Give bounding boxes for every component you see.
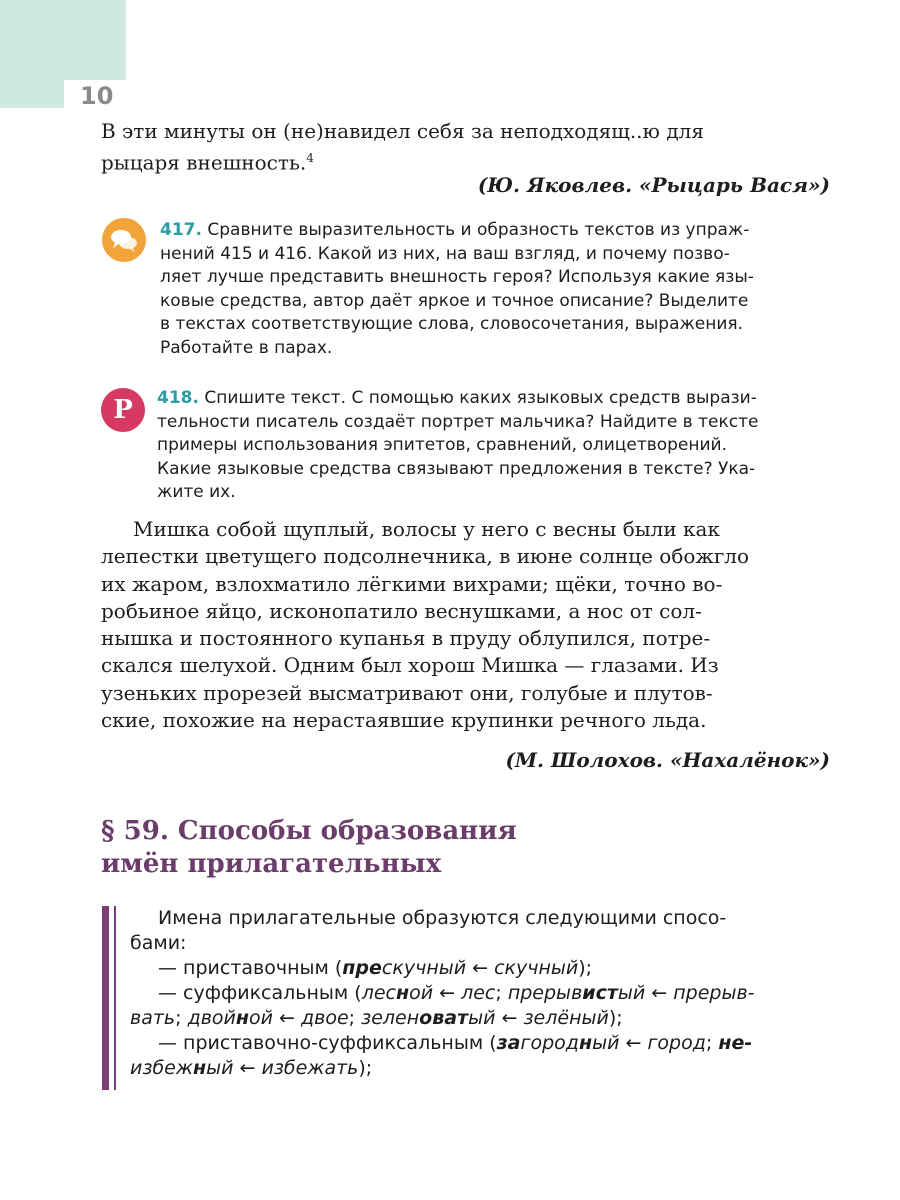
task-number: 417. bbox=[160, 220, 202, 240]
rule-line-prefix-suffix-cont bbox=[130, 1056, 831, 1081]
excerpt-yakovlev bbox=[101, 118, 831, 177]
rule-line: Имена прилагательные образуются следующими спосо- bbox=[158, 907, 727, 929]
morpheme-suffix: н bbox=[235, 1007, 250, 1029]
task-text: Сравните выразительность и образность текстов из упраж- bbox=[207, 220, 750, 240]
rule-line-suffix bbox=[130, 981, 831, 1006]
derivation-arrow: ← bbox=[233, 1057, 262, 1079]
rule-line-prefix bbox=[130, 956, 831, 981]
word-fragment: зелен bbox=[361, 1007, 420, 1029]
excerpt-source: (Ю. Яковлев. «Рыцарь Вася») bbox=[477, 173, 830, 197]
task-line: ляет лучше представить внешность героя? Используя какие язы- bbox=[160, 267, 754, 287]
morpheme-suffix: ист bbox=[582, 982, 618, 1004]
excerpt-line: Мишка собой щуплый, волосы у него с весны были как bbox=[133, 517, 720, 541]
task-number: 418. bbox=[157, 388, 199, 408]
corner-tab-decoration bbox=[0, 0, 126, 80]
morpheme-suffix: н bbox=[578, 1032, 593, 1054]
section-heading-line: § 59. Способы образования bbox=[101, 816, 517, 846]
r-badge-letter: Р bbox=[113, 395, 133, 425]
word-fragment: ый bbox=[468, 1007, 496, 1029]
section-heading-line: имён прилагательных bbox=[101, 849, 442, 879]
morpheme-prefix: за bbox=[496, 1032, 521, 1054]
word-fragment: ой bbox=[249, 1007, 273, 1029]
word-fragment: город bbox=[520, 1032, 579, 1054]
excerpt-line: ские, похожие на нерастаявшие крупинки речного льда. bbox=[101, 708, 707, 733]
derivation-arrow: ← bbox=[495, 1007, 524, 1029]
word-fragment: лес bbox=[361, 982, 396, 1004]
rule-fragment: — приставочно-суффиксальным ( bbox=[158, 1032, 497, 1054]
morpheme-suffix: н bbox=[192, 1057, 207, 1079]
task-line: Какие языковые средства связывают предложения в тексте? Ука- bbox=[157, 458, 756, 479]
task-418 bbox=[157, 387, 830, 505]
derivation-arrow: ← bbox=[466, 957, 495, 979]
section-heading bbox=[101, 815, 517, 881]
excerpt-sholokhov bbox=[101, 516, 831, 734]
task-line: нений 415 и 416. Какой из них, на ваш взгляд, и почему позво- bbox=[160, 243, 730, 264]
rule-fragment: ; bbox=[495, 982, 508, 1004]
excerpt-line: робьиное яйцо, исконопатило веснушками, а нос от сол- bbox=[101, 598, 702, 623]
morpheme-suffix: н bbox=[395, 982, 410, 1004]
derivation-arrow: ← bbox=[273, 1007, 301, 1029]
source-word: зелёный bbox=[523, 1007, 609, 1029]
page-number-tab bbox=[0, 80, 64, 108]
word-fragment: ый bbox=[206, 1057, 234, 1079]
excerpt-line-text: рыцаря внешность. bbox=[101, 150, 307, 175]
excerpt-line: их жаром, взлохматило лёгкими вихрами; щёки, точно во- bbox=[101, 571, 723, 596]
rule-text bbox=[130, 906, 831, 1081]
rule-fragment: ; bbox=[705, 1032, 719, 1054]
rule-line: бами: bbox=[130, 932, 187, 954]
source-word: город bbox=[647, 1032, 706, 1054]
task-line: примеры использования эпитетов, сравнений, олицетворений. bbox=[157, 435, 728, 455]
task-line bbox=[160, 219, 830, 243]
morpheme-prefix: не- bbox=[718, 1032, 753, 1054]
task-text: Спишите текст. С помощью каких языковых средств вырази- bbox=[204, 388, 757, 408]
rule-fragment: ; bbox=[175, 1007, 188, 1029]
word-fragment: избеж bbox=[130, 1057, 193, 1079]
task-line: в текстах соответствующие слова, словосочетания, выражения. bbox=[160, 314, 744, 334]
source-word: двое bbox=[301, 1007, 349, 1029]
derivation-arrow: ← bbox=[645, 982, 674, 1004]
task-line: Работайте в парах. bbox=[160, 337, 333, 358]
word-fragment: скучный bbox=[381, 957, 467, 979]
excerpt-line bbox=[101, 145, 831, 177]
derivation-arrow: ← bbox=[433, 982, 462, 1004]
word-fragment: ый bbox=[617, 982, 646, 1004]
source-word: избежать bbox=[261, 1057, 359, 1079]
excerpt-line: скался шелухой. Одним был хорош Мишка — глазами. Из bbox=[101, 653, 719, 678]
rule-fragment: — суффиксальным ( bbox=[158, 982, 362, 1004]
source-word: вать bbox=[130, 1007, 176, 1029]
excerpt-line: узеньких прорезей высматривают они, голубые и плутов- bbox=[101, 680, 713, 705]
excerpt-source: (М. Шолохов. «Нахалёнок») bbox=[505, 748, 830, 772]
rule-fragment: — приставочным ( bbox=[158, 957, 343, 979]
discussion-bubbles-icon bbox=[102, 218, 146, 262]
rule-fragment: ); bbox=[578, 957, 593, 979]
r-badge-icon bbox=[101, 388, 145, 432]
footnote-mark: 4 bbox=[306, 151, 314, 165]
excerpt-line: В эти минуты он (не)навидел себя за неподходящ..ю для bbox=[101, 119, 704, 143]
task-line: тельности писатель создаёт портрет мальчика? Найдите в тексте bbox=[157, 411, 759, 432]
word-fragment: прерыв bbox=[507, 982, 583, 1004]
morpheme-suffix: оват bbox=[419, 1007, 469, 1029]
source-word: скучный bbox=[494, 957, 579, 979]
rule-accent-line bbox=[114, 906, 116, 1090]
task-line: жите их. bbox=[157, 482, 236, 502]
source-word: прерыв- bbox=[673, 982, 755, 1004]
excerpt-line: лепестки цветущего подсолнечника, в июне солнце обожгло bbox=[101, 544, 750, 569]
word-fragment: ый bbox=[592, 1032, 620, 1054]
word-fragment: двой bbox=[187, 1007, 236, 1029]
discussion-bubbles-glyph bbox=[102, 218, 146, 262]
word-fragment: ой bbox=[409, 982, 434, 1004]
morpheme-prefix: пре bbox=[342, 957, 382, 979]
task-line bbox=[157, 387, 830, 411]
rule-fragment: ); bbox=[358, 1057, 373, 1079]
rule-fragment: ; bbox=[348, 1007, 362, 1029]
task-417 bbox=[160, 219, 830, 360]
rule-fragment: ); bbox=[608, 1007, 623, 1029]
rule-line-prefix-suffix bbox=[130, 1031, 831, 1056]
derivation-arrow: ← bbox=[619, 1032, 648, 1054]
page-number: 10 bbox=[80, 82, 114, 110]
excerpt-line: нышка и постоянного купанья в пруду облупился, потре- bbox=[101, 626, 711, 651]
rule-line-suffix-cont bbox=[130, 1006, 831, 1031]
task-line: ковые средства, автор даёт яркое и точное описание? Выделите bbox=[160, 290, 749, 311]
rule-accent-bar bbox=[102, 906, 109, 1090]
source-word: лес bbox=[461, 982, 496, 1004]
